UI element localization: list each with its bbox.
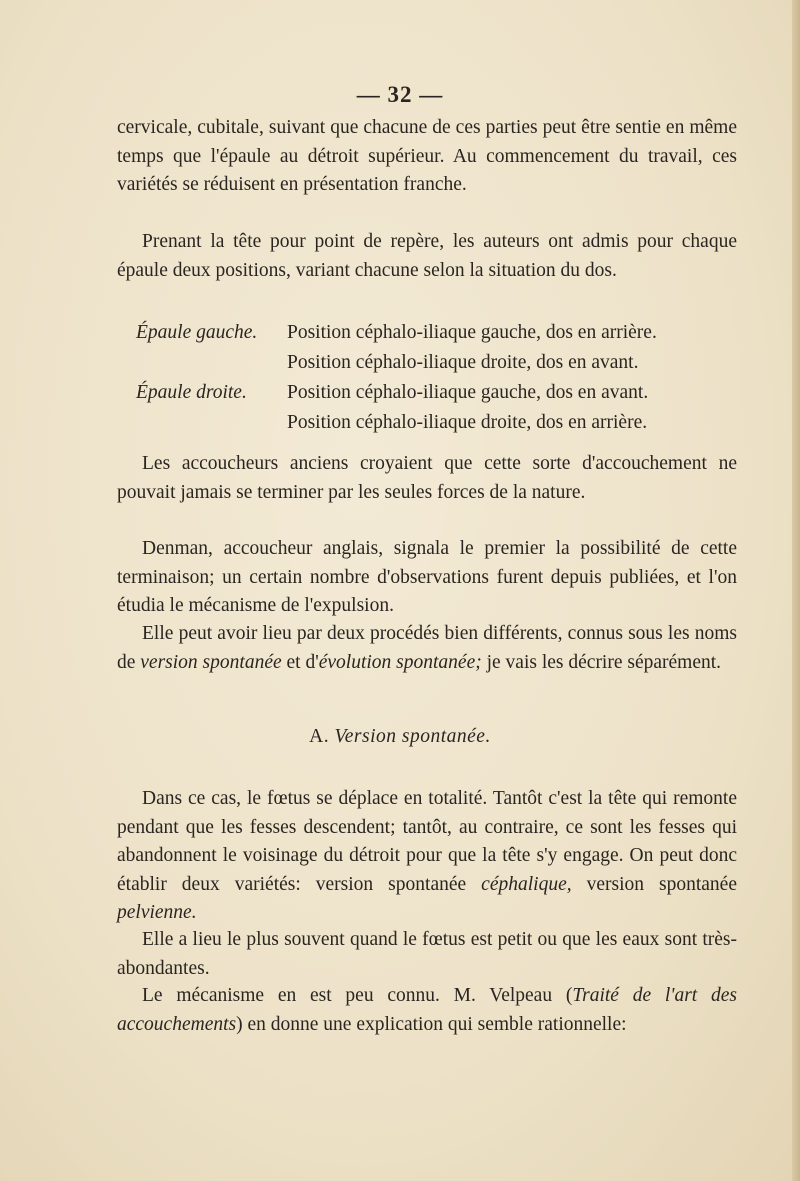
page-edge [792,0,800,1181]
p5-text-e: je vais les décrire séparément. [481,651,722,673]
positions-row [136,382,746,412]
p5-term-version: version spontanée [140,651,282,673]
p8-text-c: ) en donne une explication qui semble rationnelle: [236,1013,627,1035]
paragraph-8 [117,982,737,1039]
positions-row [136,322,746,352]
paragraph-5 [117,620,737,677]
paragraph-4: Denman, accoucheur anglais, signala le premier la possibilité de cette terminaison; un certain nombre d'observations furent depuis publiées, et l'on étudia le mécanisme de l'expulsion. [117,538,737,616]
left-shoulder-position-2: Position céphalo-iliaque droite, dos en avant. [287,352,639,373]
p6-text-c: version spontanée [571,873,737,895]
section-prefix: A. [309,726,335,747]
p6-term-cephalique: céphalique, [481,873,572,895]
left-shoulder-label: Épaule gauche. [136,322,258,343]
left-shoulder-position-1: Position céphalo-iliaque gauche, dos en arrière. [287,322,657,343]
p8-text-a: Le mécanisme en est peu connu. M. Velpeau ( [142,985,573,1006]
positions-row [136,352,746,382]
positions-row [136,412,746,442]
p5-text-c: et d' [281,651,319,673]
p6-text-a: Dans ce cas, le fœtus se déplace en totalité. Tantôt c'est la tête qui remonte pendant que les fesses descendent; tantôt, au contraire, ce sont les fesses qui abandonnent le voisinage du détroit pour que la tête s'y engage. On peut donc établir deux variétés: version spontanée [117,788,737,895]
right-shoulder-position-1: Position céphalo-iliaque gauche, dos en avant. [287,382,649,403]
paragraph-2: Prenant la tête pour point de repère, les auteurs ont admis pour chaque épaule deux positions, variant chacune selon la situation du dos. [117,231,737,281]
right-shoulder-label: Épaule droite. [136,382,247,403]
paragraph-6 [117,785,737,928]
page-number: — 32 — [356,82,444,107]
p6-term-pelvienne: pelvienne. [117,902,197,923]
p8-book-title: Traité de l'art des accouchements [117,985,737,1035]
paragraph-1: cervicale, cubitale, suivant que chacune de ces parties peut être sentie en même temps que l'épaule au détroit supérieur. Au commencement du travail, ces variétés se réduisent en présentation franche. [117,117,737,195]
section-title: Version spontanée. [334,726,491,747]
right-shoulder-position-2: Position céphalo-iliaque droite, dos en arrière. [287,412,648,433]
p5-term-evolution: évolution spontanée; [318,651,482,673]
section-heading [0,726,800,748]
p5-text-a: Elle peut avoir lieu par deux procédés bien différents, connus sous les noms de [117,623,737,673]
positions-table [136,322,746,442]
paragraph-7: Elle a lieu le plus souvent quand le fœtus est petit ou que les eaux sont très-abondantes. [117,929,737,979]
paragraph-3: Les accoucheurs anciens croyaient que cette sorte d'accouchement ne pouvait jamais se terminer par les seules forces de la nature. [117,453,737,503]
